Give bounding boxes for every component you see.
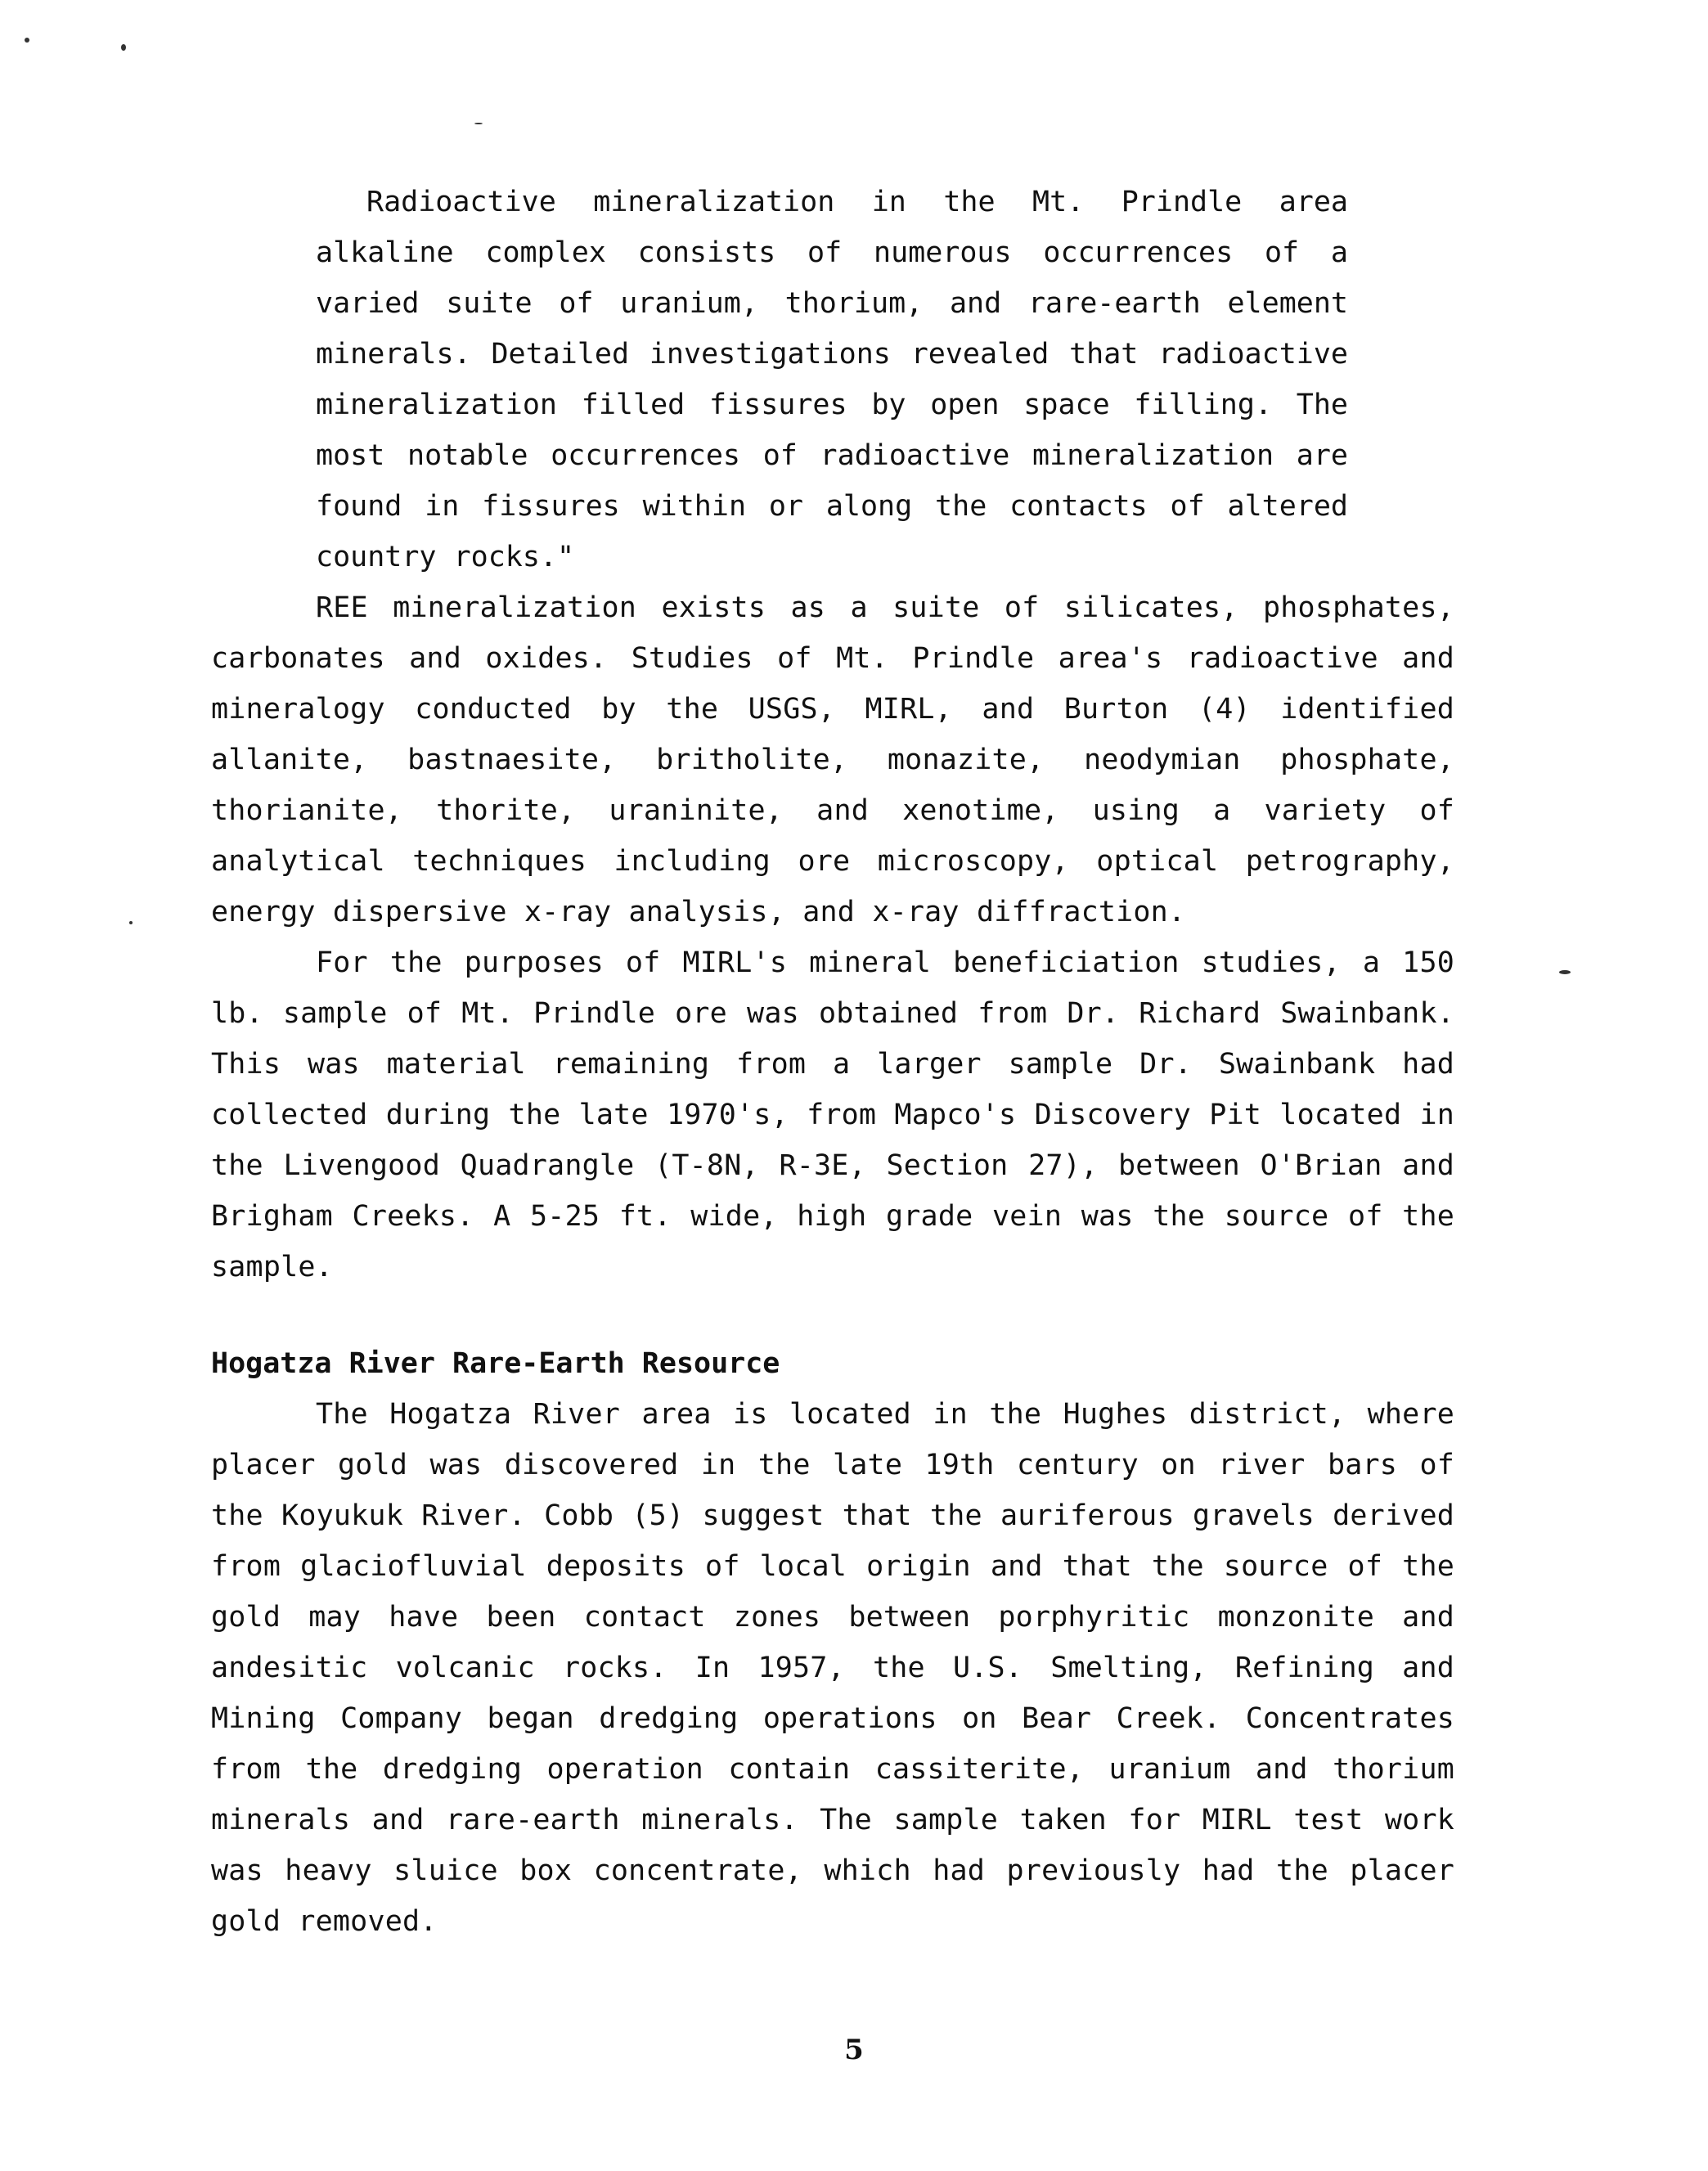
scan-speck	[474, 123, 483, 124]
scan-speck	[1559, 970, 1571, 974]
quoted-passage	[316, 177, 1348, 582]
body-text-lower	[211, 1389, 1454, 1947]
paragraph-mirl-sample: For the purposes of MIRL's mineral beneficiation studies, a 150 lb. sample of Mt. Prindle ore was obtained from Dr. Richard Swainbank. This was material remaining from a larger sample Dr. Swainbank had collected during the late 1970's, from Mapco's Discovery Pit located in the Livengood Quadrangle (T-8N, R-3E, Section 27), between O'Brian and Brigham Creeks. A 5-25 ft. wide, high grade vein was the source of the sample.	[211, 946, 1454, 1283]
scan-speck	[121, 44, 126, 51]
scan-speck	[129, 921, 133, 924]
paragraph-ree-mineralization: REE mineralization exists as a suite of silicates, phosphates, carbonates and oxides. Studies of Mt. Prindle area's radioactive and mineralogy conducted by the USGS, MIRL, and Burton (4) identified allanite, bastnaesite, britholite, monazite, neodymian phosphate, thorianite, thorite, uraninite, and xenotime, using a variety of analytical techniques including ore microscopy, optical petrography, energy dispersive x-ray analysis, and x-ray diffraction.	[211, 591, 1454, 928]
page-number: 5	[844, 2034, 864, 2066]
quote-paragraph: Radioactive mineralization in the Mt. Prindle area alkaline complex consists of numerous occurrences of a varied suite of uranium, thorium, and rare-earth element minerals. Detailed investigations revealed that radioactive mineralization filled fissures by open space filling. The most notable occurrences of radioactive mineralization are found in fissures within or along the contacts of altered country rocks."	[316, 186, 1348, 573]
scan-speck	[25, 38, 29, 43]
body-text-upper	[211, 582, 1454, 1292]
paragraph-hogatza-river: The Hogatza River area is located in the Hughes district, where placer gold was discovered in the late 19th century on river bars of the Koyukuk River. Cobb (5) suggest that the auriferous gravels derived from glaciofluvial deposits of local origin and that the source of the gold may have been contact zones between porphyritic monzonite and andesitic volcanic rocks. In 1957, the U.S. Smelting, Refining and Mining Company began dredging operations on Bear Creek. Concentrates from the dredging operation contain cassiterite, uranium and thorium minerals and rare-earth minerals. The sample taken for MIRL test work was heavy sluice box concentrate, which had previously had the placer gold removed.	[211, 1398, 1454, 1938]
section-heading: Hogatza River Rare-Earth Resource	[211, 1347, 780, 1380]
